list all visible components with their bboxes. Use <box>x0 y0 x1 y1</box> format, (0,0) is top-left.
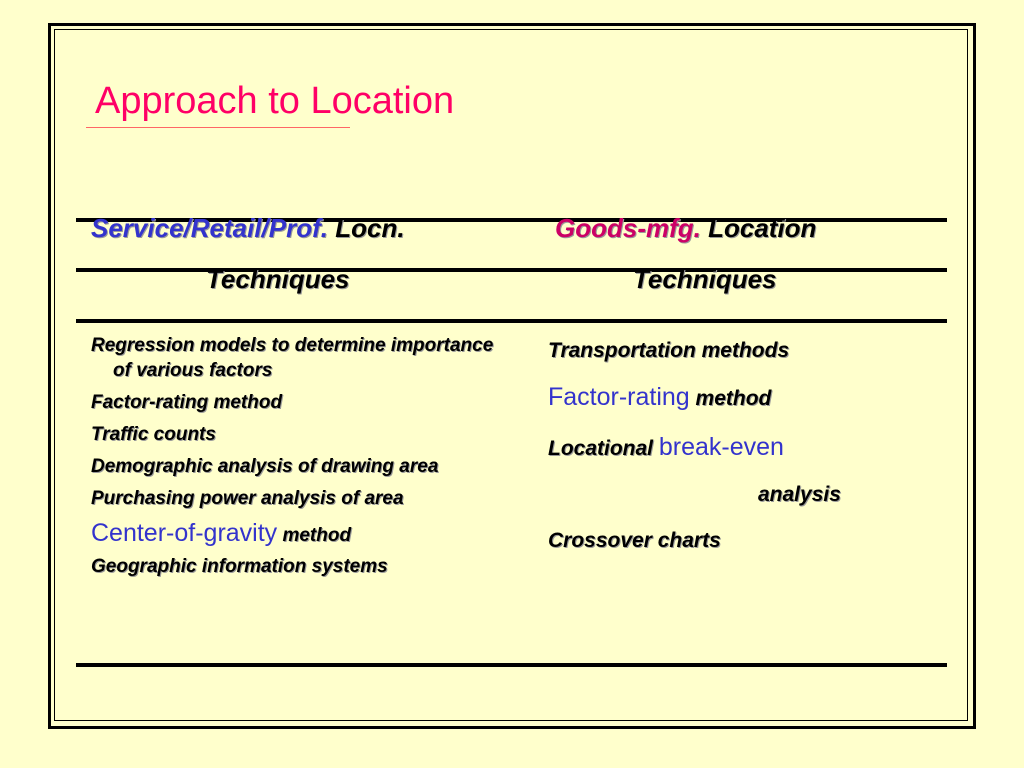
right-heading-highlight: Goods-mfg. <box>555 213 701 243</box>
left-technique-list <box>91 333 531 586</box>
factor-rating-rest: method <box>689 387 772 410</box>
slide-title: Approach to Location <box>95 80 455 122</box>
list-item: Regression models to determine importance of various factors <box>91 335 494 381</box>
title-underline <box>86 127 350 128</box>
list-item: Traffic counts <box>91 424 216 445</box>
table-rule-bottom <box>76 663 947 667</box>
list-item: Purchasing power analysis of area <box>91 488 404 509</box>
breakeven-highlight: break-even <box>658 433 784 461</box>
breakeven-part1: Locational <box>548 437 654 460</box>
list-item-breakeven <box>548 432 928 464</box>
table-rule-header-bottom <box>76 319 947 323</box>
right-heading-line2: Techniques <box>633 264 777 294</box>
center-of-gravity-rest: method <box>277 525 352 546</box>
list-item: Crossover charts <box>548 529 721 552</box>
center-of-gravity-highlight: Center-of-gravity <box>91 519 278 547</box>
right-heading-rest: Location <box>700 213 817 243</box>
right-technique-list <box>548 336 928 556</box>
left-column-heading <box>91 215 405 241</box>
left-heading-highlight: Service/Retail/Prof. <box>91 213 328 243</box>
right-column-heading <box>555 215 816 241</box>
list-item: Factor-rating method <box>91 392 283 413</box>
left-heading-line2: Techniques <box>206 264 350 294</box>
list-item: Demographic analysis of drawing area <box>91 456 439 477</box>
breakeven-analysis: analysis <box>758 483 841 506</box>
list-item-factor-rating <box>548 382 928 414</box>
list-item: Transportation methods <box>548 339 790 362</box>
list-item-center-of-gravity <box>91 518 531 551</box>
left-heading-rest: Locn. <box>328 213 405 243</box>
factor-rating-highlight: Factor-rating <box>548 383 690 411</box>
list-item: Geographic information systems <box>91 556 388 577</box>
